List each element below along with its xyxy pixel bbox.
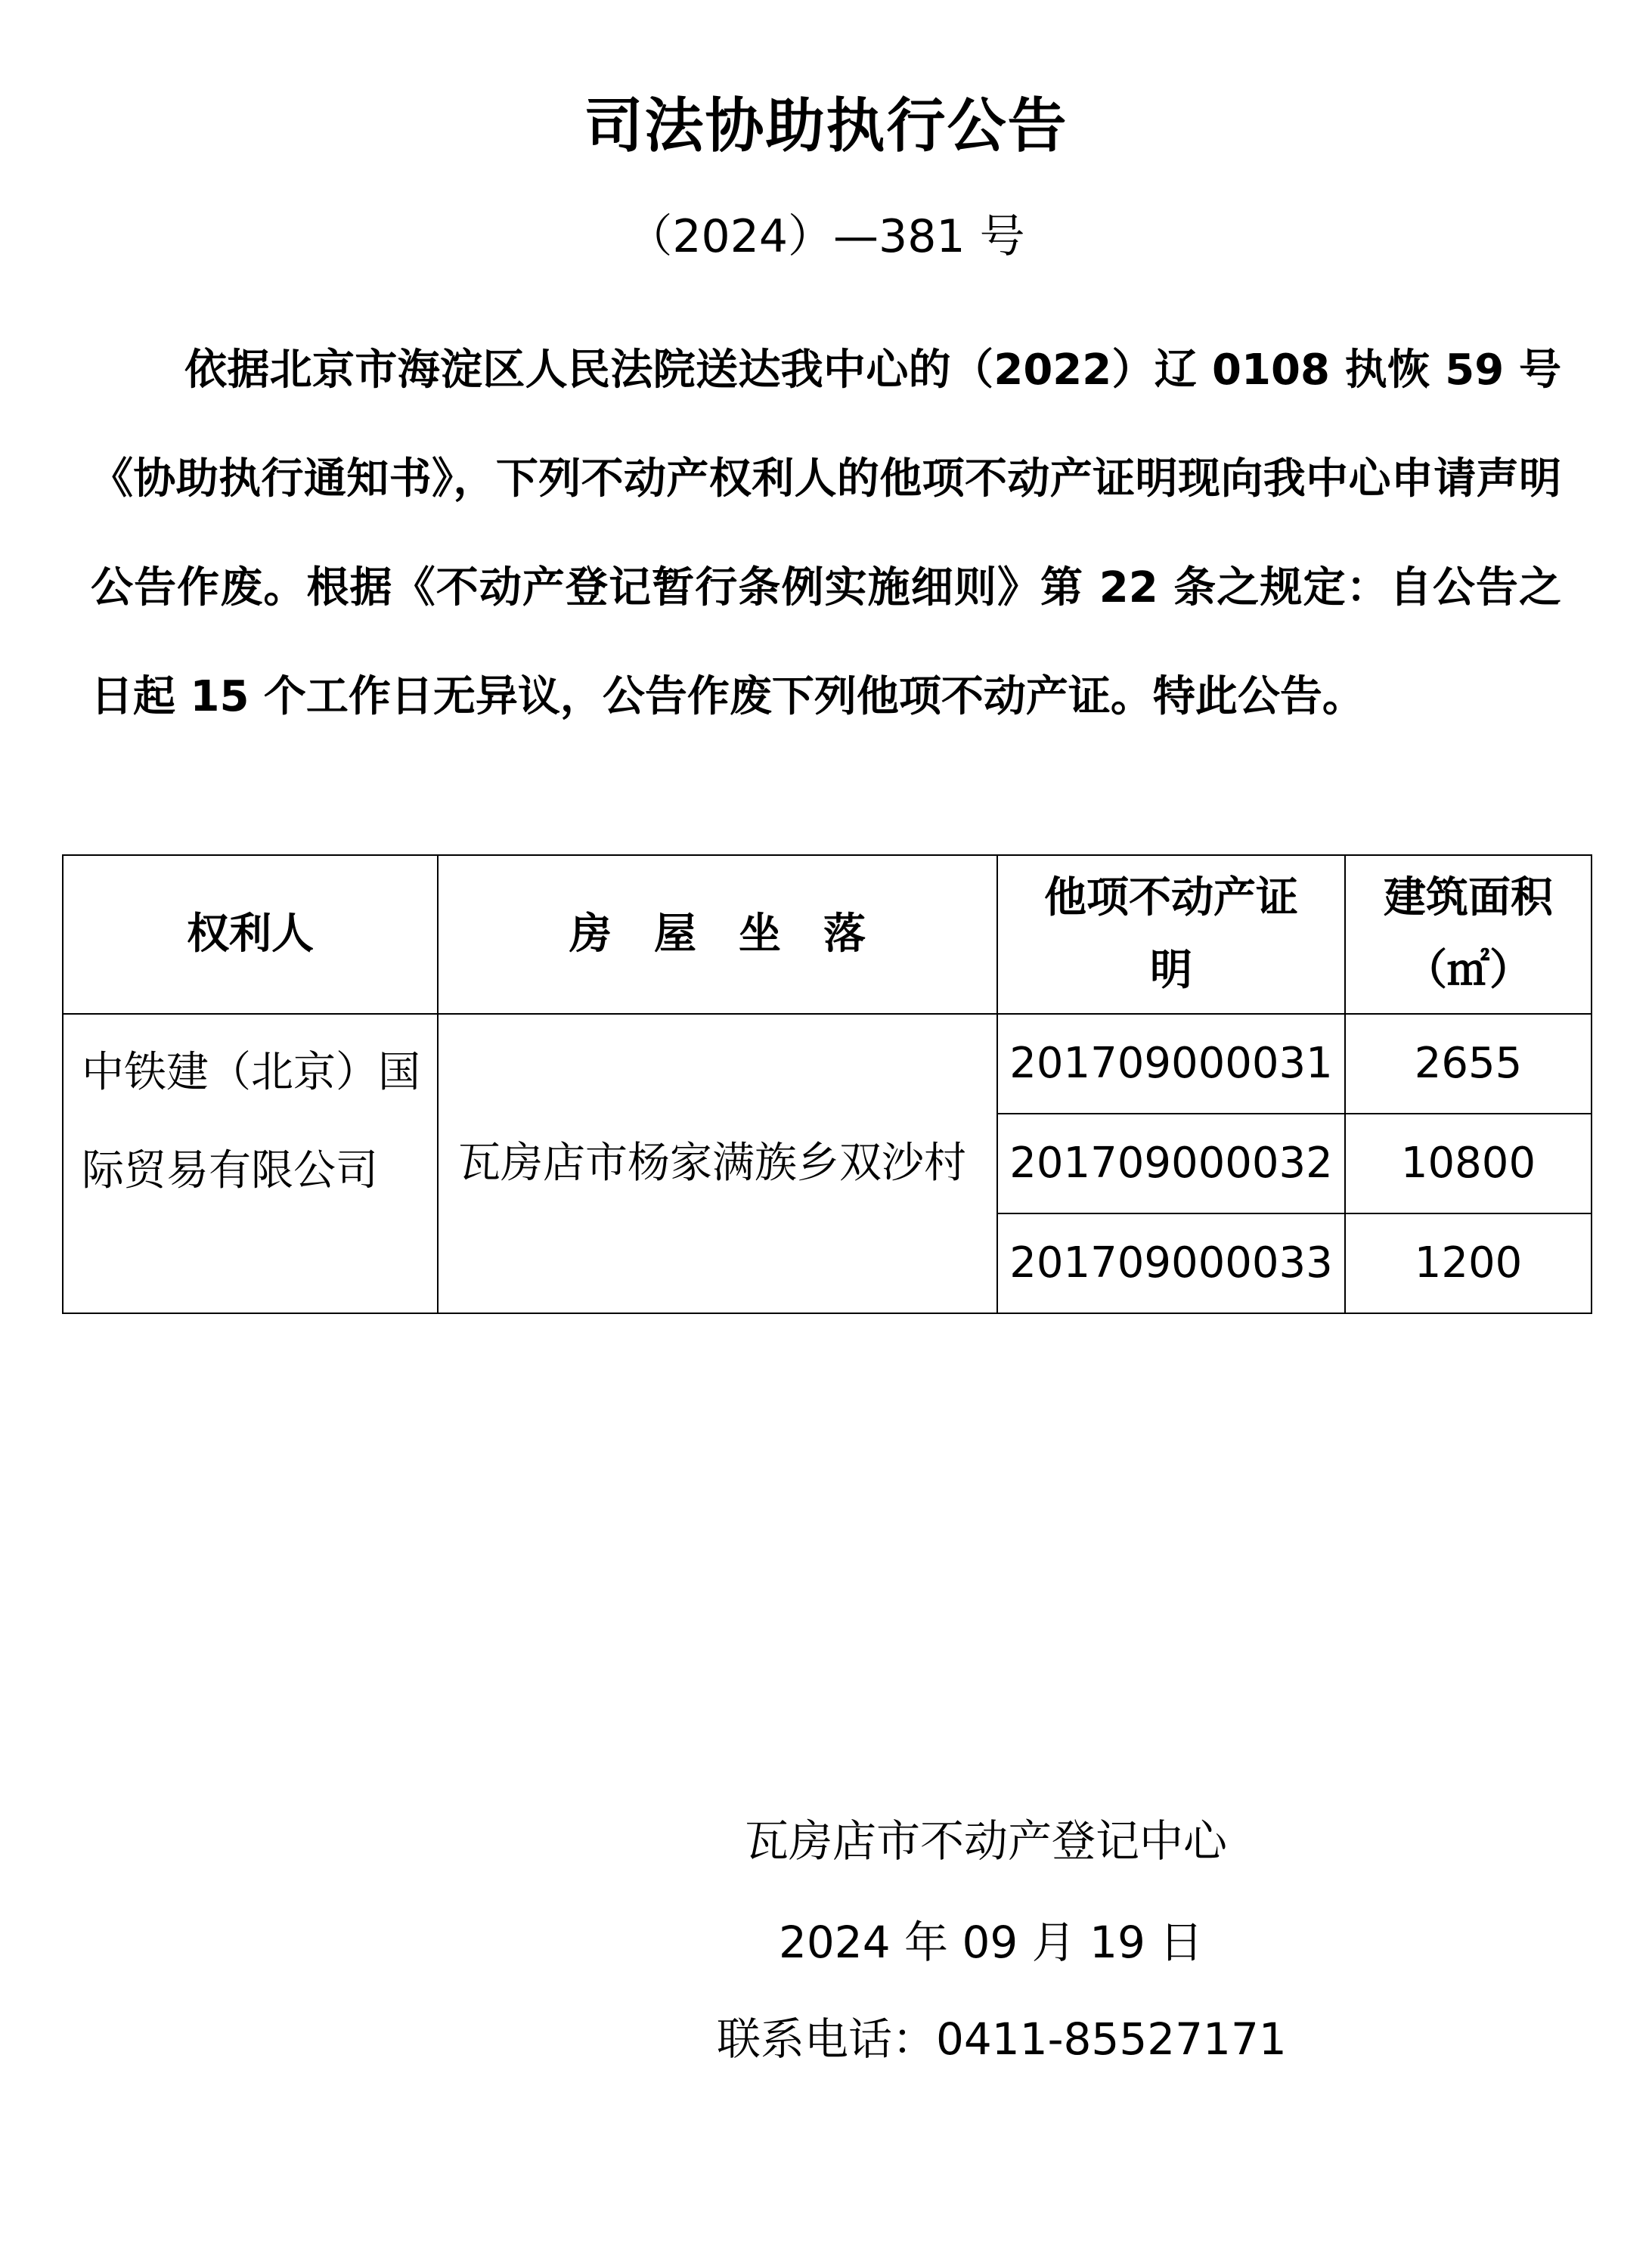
location-cell: 瓦房店市杨家满族乡双沙村 <box>438 1014 997 1313</box>
header-certificate-label: 他项不动产证明 <box>1044 873 1298 995</box>
table-row <box>63 1014 1592 1114</box>
notice-title: 司法协助执行公告 <box>584 92 1068 160</box>
area-cell: 10800 <box>1345 1114 1592 1213</box>
owner-cell: 中铁建（北京）国际贸易有限公司 <box>63 1014 438 1313</box>
table-header-row <box>63 855 1592 1014</box>
header-certificate <box>997 855 1345 1014</box>
notice-body: 依据北京市海淀区人民法院送达我中心的（2022）辽 0108 执恢 59 号《协助执行通知书》，下列不动产权利人的他项不动产证明现向我中心申请声明公告作废。根据《不动产登记暂行条例实施细则》第 22 条之规定：自公告之日起 15 个工作日无异议，公告作废下列他项不动产证。特此公告。 <box>91 346 1561 721</box>
notice-number: （2024）—381 号 <box>627 210 1025 263</box>
issue-date: 2024 年 09 月 19 日 <box>779 1917 1204 1968</box>
certificate-cell: 201709000031 <box>997 1014 1345 1114</box>
header-area <box>1345 855 1592 1014</box>
issuing-organization: 瓦房店市不动产登记中心 <box>745 1815 1228 1867</box>
certificate-table <box>62 854 1592 1314</box>
area-cell: 2655 <box>1345 1014 1592 1114</box>
area-cell: 1200 <box>1345 1213 1592 1313</box>
certificate-cell: 201709000032 <box>997 1114 1345 1213</box>
header-area-label: 建筑面积（㎡） <box>1384 873 1553 995</box>
certificate-cell: 201709000033 <box>997 1213 1345 1313</box>
contact-phone: 联系电话：0411-85527171 <box>717 2013 1287 2065</box>
header-location: 房 屋 坐 落 <box>438 855 997 1014</box>
header-owner: 权利人 <box>63 855 438 1014</box>
